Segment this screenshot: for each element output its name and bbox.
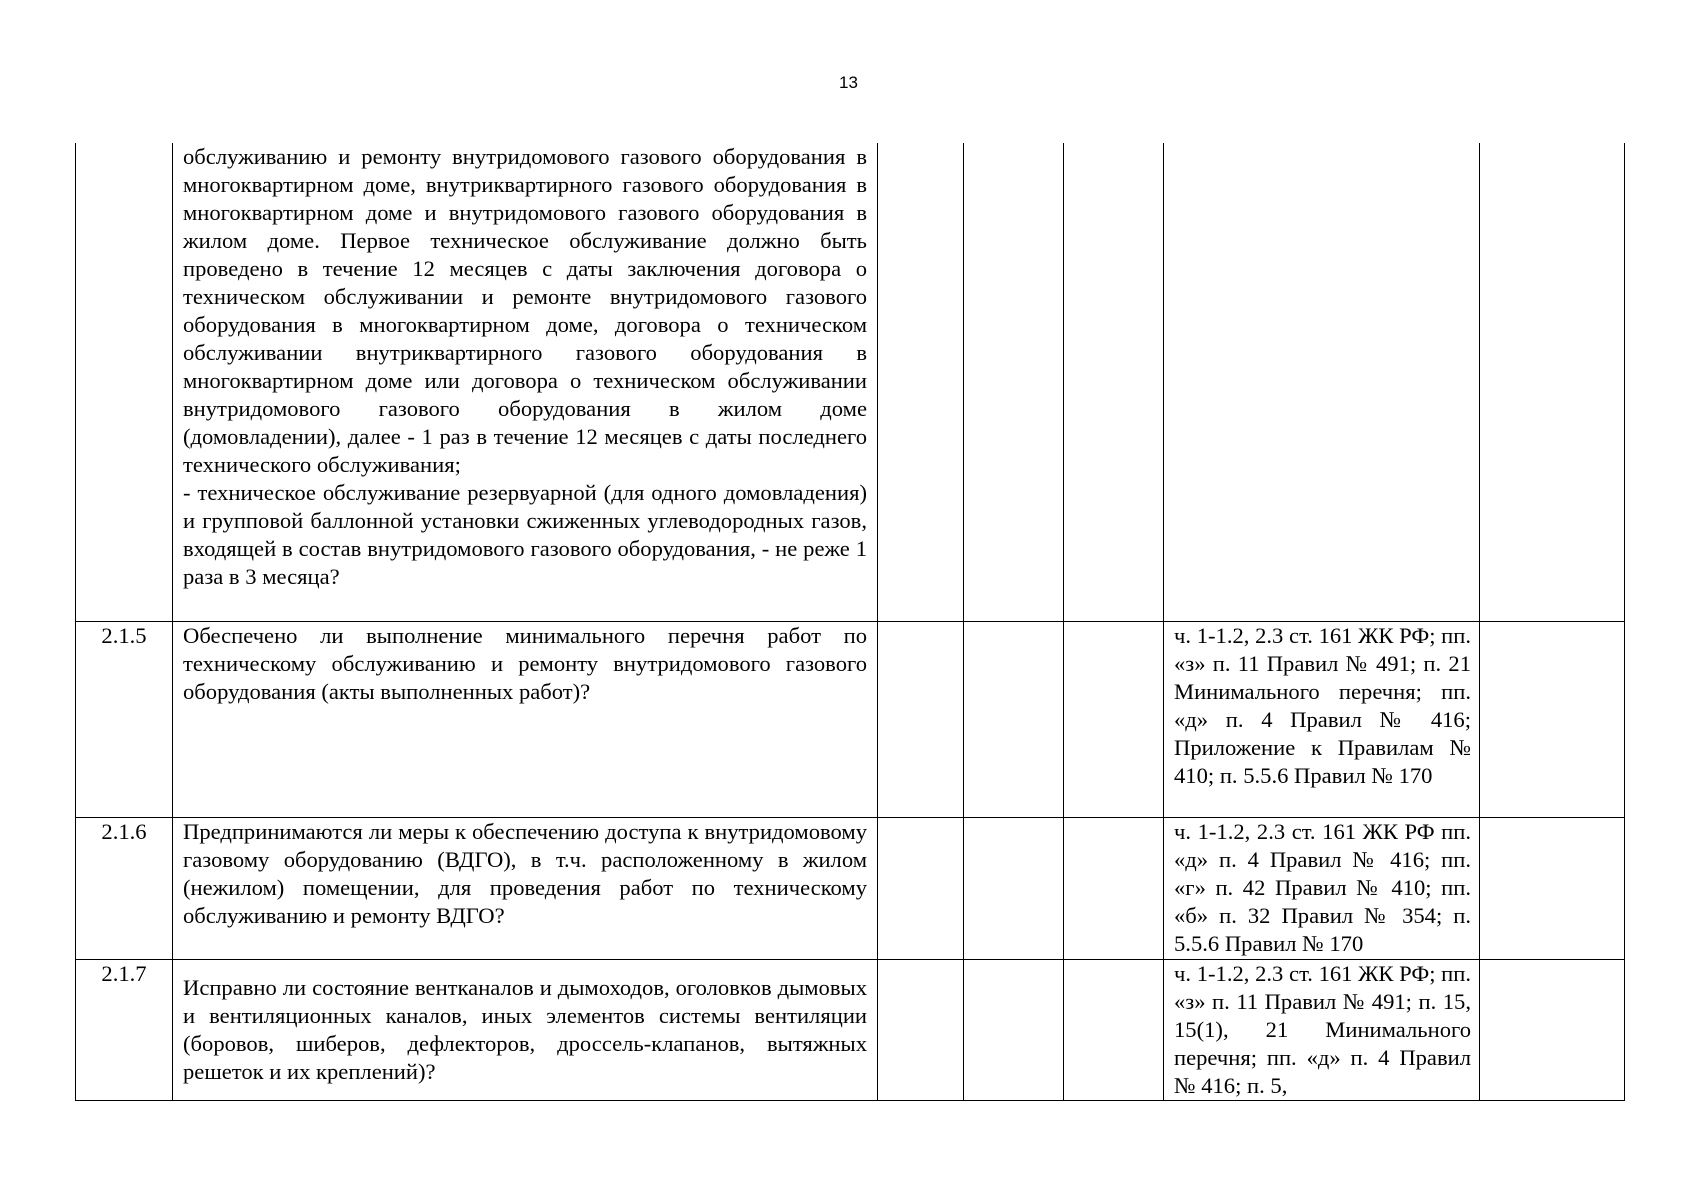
legal-reference-cell xyxy=(1164,143,1480,621)
table-row xyxy=(76,959,1625,1100)
answer-yes-cell xyxy=(878,143,964,621)
answer-na-cell xyxy=(1064,143,1164,621)
item-number-cell: 2.1.6 xyxy=(76,817,173,959)
checklist-table xyxy=(75,143,1625,1101)
answer-na-cell xyxy=(1064,959,1164,1100)
item-number-cell: 2.1.7 xyxy=(76,959,173,1100)
question-paragraph: Предпринимаются ли меры к обеспечению доступа к внутридомовому газовому оборудованию (ВДГО), в т.ч. расположенному в жилом (нежилом) помещении, для проведения работ по техническому обслуживанию и ремонту ВДГО? xyxy=(183,818,867,928)
question-paragraph: - техническое обслуживание резервуарной (для одного домовладения) и групповой баллонной установки сжиженных углеводородных газов, входящей в состав внутридомового газового оборудования, - не реже 1 раза в 3 месяца? xyxy=(183,480,867,589)
legal-reference-cell: ч. 1-1.2, 2.3 ст. 161 ЖК РФ; пп. «з» п. 11 Правил № 491; п. 15, 15(1), 21 Минимального перечня; пп. «д» п. 4 Правил № 416; п. 5, xyxy=(1164,959,1480,1100)
table-row xyxy=(76,621,1625,817)
notes-cell xyxy=(1480,817,1625,959)
answer-no-cell xyxy=(964,959,1064,1100)
answer-yes-cell xyxy=(878,621,964,817)
page-number: 13 xyxy=(839,73,858,92)
question-paragraph: Обеспечено ли выполнение минимального перечня работ по техническому обслуживанию и ремонту внутридомового газового оборудования (акты выполненных работ)? xyxy=(183,622,867,704)
question-cell xyxy=(173,143,878,621)
question-cell xyxy=(173,959,878,1100)
item-number-cell: 2.1.5 xyxy=(76,621,173,817)
table-row xyxy=(76,817,1625,959)
legal-reference-cell: ч. 1-1.2, 2.3 ст. 161 ЖК РФ; пп. «з» п. 11 Правил № 491; п. 21 Минимального перечня; пп. «д» п. 4 Правил № 416; Приложение к Правилам № 410; п. 5.5.6 Правил № 170 xyxy=(1164,621,1480,817)
notes-cell xyxy=(1480,959,1625,1100)
answer-no-cell xyxy=(964,143,1064,621)
question-cell xyxy=(173,817,878,959)
notes-cell xyxy=(1480,143,1625,621)
answer-no-cell xyxy=(964,621,1064,817)
answer-na-cell xyxy=(1064,621,1164,817)
item-number-cell xyxy=(76,143,173,621)
answer-na-cell xyxy=(1064,817,1164,959)
question-cell xyxy=(173,621,878,817)
table-row xyxy=(76,143,1625,621)
question-paragraph: обслуживанию и ремонту внутридомового газового оборудования в многоквартирном доме, внутриквартирного газового оборудования в многоквартирном доме и внутридомового газового оборудования в жилом доме. Первое техническое обслуживание должно быть проведено в течение 12 месяцев с даты заключения договора о техническом обслуживании и ремонте внутридомового газового оборудования в многоквартирном доме, договора о техническом обслуживании внутриквартирного газового оборудования в многоквартирном доме или договора о техническом обслуживании внутридомового газового оборудования в жилом доме (домовладении), далее - 1 раз в течение 12 месяцев с даты последнего технического обслуживания; xyxy=(183,144,867,477)
answer-yes-cell xyxy=(878,817,964,959)
question-paragraph: Исправно ли состояние вентканалов и дымоходов, оголовков дымовых и вентиляционных каналов, иных элементов системы вентиляции (боровов, шиберов, дефлекторов, дроссель-клапанов, вытяжных решеток и их креплений)? xyxy=(183,974,867,1084)
answer-yes-cell xyxy=(878,959,964,1100)
notes-cell xyxy=(1480,621,1625,817)
answer-no-cell xyxy=(964,817,1064,959)
legal-reference-cell: ч. 1-1.2, 2.3 ст. 161 ЖК РФ пп. «д» п. 4 Правил № 416; пп. «г» п. 42 Правил № 410; пп. «б» п. 32 Правил № 354; п. 5.5.6 Правил № 170 xyxy=(1164,817,1480,959)
